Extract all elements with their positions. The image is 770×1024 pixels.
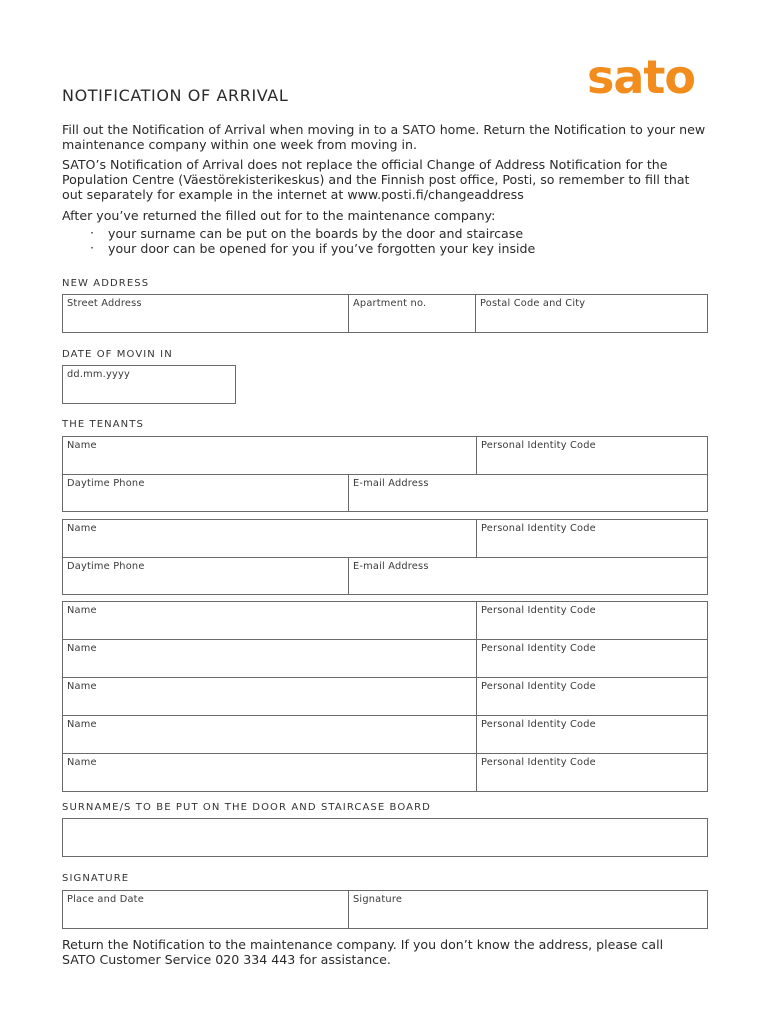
street-address-field[interactable]: Street Address (62, 294, 349, 333)
intro-paragraph-2: SATO’s Notification of Arrival does not replace the official Change of Address Notification for the Population Centre (Väestörekisterikeskus) and the Finnish post office, Posti, so remember to fill that out separately for example in the internet at www.posti.fi/changeaddress (62, 157, 690, 202)
tenant-4-pic-field[interactable]: Personal Identity Code (476, 639, 708, 678)
intro-bullet-list (88, 226, 535, 256)
tenants-heading: THE TENANTS (62, 419, 144, 430)
place-date-field[interactable]: Place and Date (62, 890, 349, 929)
surnames-heading: SURNAME/S TO BE PUT ON THE DOOR AND STAIRCASE BOARD (62, 802, 431, 813)
tenant-1-email-field[interactable]: E-mail Address (348, 474, 708, 512)
surnames-field[interactable] (62, 818, 708, 857)
tenant-7-name-field[interactable]: Name (62, 753, 477, 792)
bullet-item: · your surname can be put on the boards by the door and staircase (88, 226, 535, 241)
tenant-5-name-field[interactable]: Name (62, 677, 477, 716)
bullet-item: · your door can be opened for you if you’ve forgotten your key inside (88, 241, 535, 256)
tenant-3-name-field[interactable]: Name (62, 601, 477, 640)
tenant-3-pic-field[interactable]: Personal Identity Code (476, 601, 708, 640)
new-address-heading: NEW ADDRESS (62, 278, 150, 289)
tenant-1-name-field[interactable]: Name (62, 436, 477, 475)
move-in-date-field[interactable]: dd.mm.yyyy (62, 365, 236, 404)
tenant-2-name-field[interactable]: Name (62, 519, 477, 558)
sato-logo (574, 60, 708, 100)
signature-field[interactable]: Signature (348, 890, 708, 929)
apartment-no-field[interactable]: Apartment no. (348, 294, 476, 333)
tenant-2-phone-field[interactable]: Daytime Phone (62, 557, 349, 595)
tenant-1-pic-field[interactable]: Personal Identity Code (476, 436, 708, 475)
footer-note: Return the Notification to the maintenance company. If you don’t know the address, please call SATO Customer Service 020 334 443 for assistance. (62, 937, 664, 967)
move-in-date-heading: DATE OF MOVIN IN (62, 349, 173, 360)
tenant-5-pic-field[interactable]: Personal Identity Code (476, 677, 708, 716)
tenant-2-pic-field[interactable]: Personal Identity Code (476, 519, 708, 558)
tenant-7-pic-field[interactable]: Personal Identity Code (476, 753, 708, 792)
intro-paragraph-1: Fill out the Notification of Arrival when moving in to a SATO home. Return the Notification to your new maintenance company within one week from moving in. (62, 122, 706, 152)
intro-paragraph-3: After you’ve returned the filled out for to the maintenance company: (62, 208, 496, 223)
logo-text: sato (586, 60, 696, 100)
tenant-6-name-field[interactable]: Name (62, 715, 477, 754)
tenant-2-email-field[interactable]: E-mail Address (348, 557, 708, 595)
tenant-6-pic-field[interactable]: Personal Identity Code (476, 715, 708, 754)
postal-code-city-field[interactable]: Postal Code and City (475, 294, 708, 333)
page-title: NOTIFICATION OF ARRIVAL (62, 86, 289, 105)
tenant-4-name-field[interactable]: Name (62, 639, 477, 678)
signature-heading: SIGNATURE (62, 873, 130, 884)
tenant-1-phone-field[interactable]: Daytime Phone (62, 474, 349, 512)
